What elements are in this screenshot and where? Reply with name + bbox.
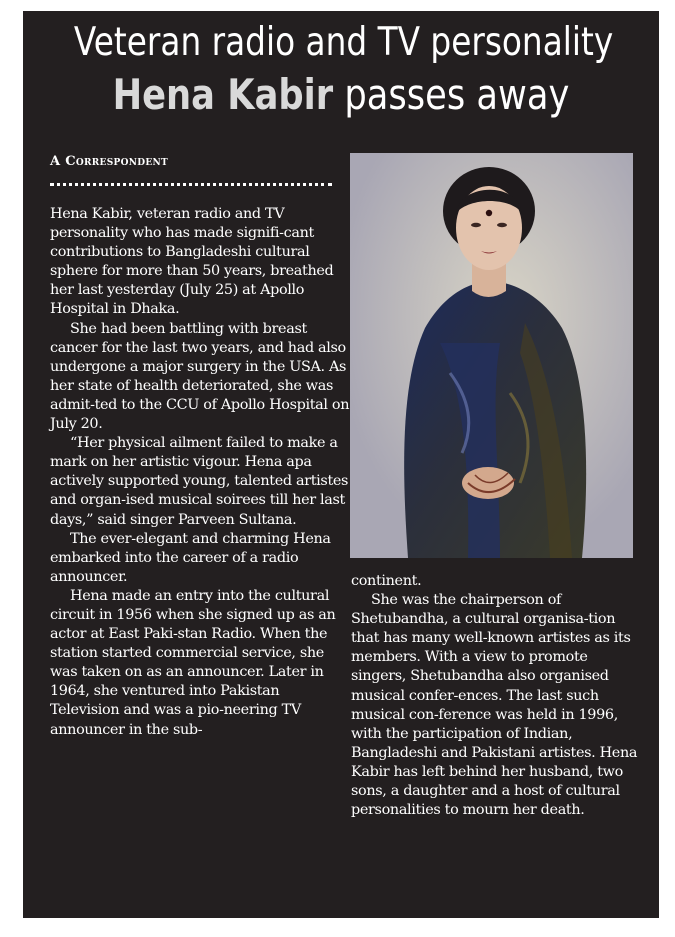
- paragraph: Hena Kabir, veteran radio and TV personality who has made signifi-cant contributions to Bangladeshi cultural sphere for more than 50 years, breathed her last yesterday (July 25) at Apollo Hospital in Dhaka.: [50, 206, 334, 318]
- portrait-painting-icon: [350, 153, 633, 558]
- byline-divider: [50, 183, 332, 186]
- byline: A Correspondent: [50, 154, 169, 169]
- portrait-photo: [350, 153, 633, 558]
- paragraph: The ever-elegant and charming Hena embarked into the career of a radio announcer.: [50, 530, 331, 585]
- paragraph: Hena made an entry into the cultural circuit in 1956 when she signed up as an actor at East Paki-stan Radio. When the station started commercial service, she was taken on as an announcer. Later in 1964, she ventured into Pakistan Television and was a pio-neering TV announcer in the sub-: [50, 587, 336, 738]
- paragraph: continent.: [351, 573, 422, 589]
- article-panel: [23, 11, 659, 918]
- article-column-1: [50, 205, 350, 740]
- article-column-2: [351, 572, 641, 820]
- paragraph: “Her physical ailment failed to make a mark on her artistic vigour. Hena apa actively supported young, talented artistes and organ-ised musical soirees till her last days,” said singer Parveen Sultana.: [50, 435, 349, 528]
- headline-line-2: [74, 69, 608, 121]
- paragraph: She was the chairperson of Shetubandha, a cultural organisa-tion that has many well-known artistes as its members. With a view to promote singers, Shetubandha also organised musical confer-ences. The last such musical con-ference was held in 1996, with the participation of Indian, Bangladeshi and Pakistani artistes. Hena Kabir has left behind her husband, two sons, a daughter and a host of cultural personalities to mourn her death.: [351, 592, 638, 819]
- paragraph: She had been battling with breast cancer for the last two years, and had also undergone a major surgery in the USA. As her state of health deteriorated, she was admit-ted to the CCU of Apollo Hospital on July 20.: [50, 320, 350, 433]
- headline-line-1: Veteran radio and TV personality: [73, 20, 614, 65]
- headline-rest: passes away: [333, 70, 570, 119]
- headline: [23, 17, 659, 121]
- headline-name: Hena Kabir: [112, 70, 334, 119]
